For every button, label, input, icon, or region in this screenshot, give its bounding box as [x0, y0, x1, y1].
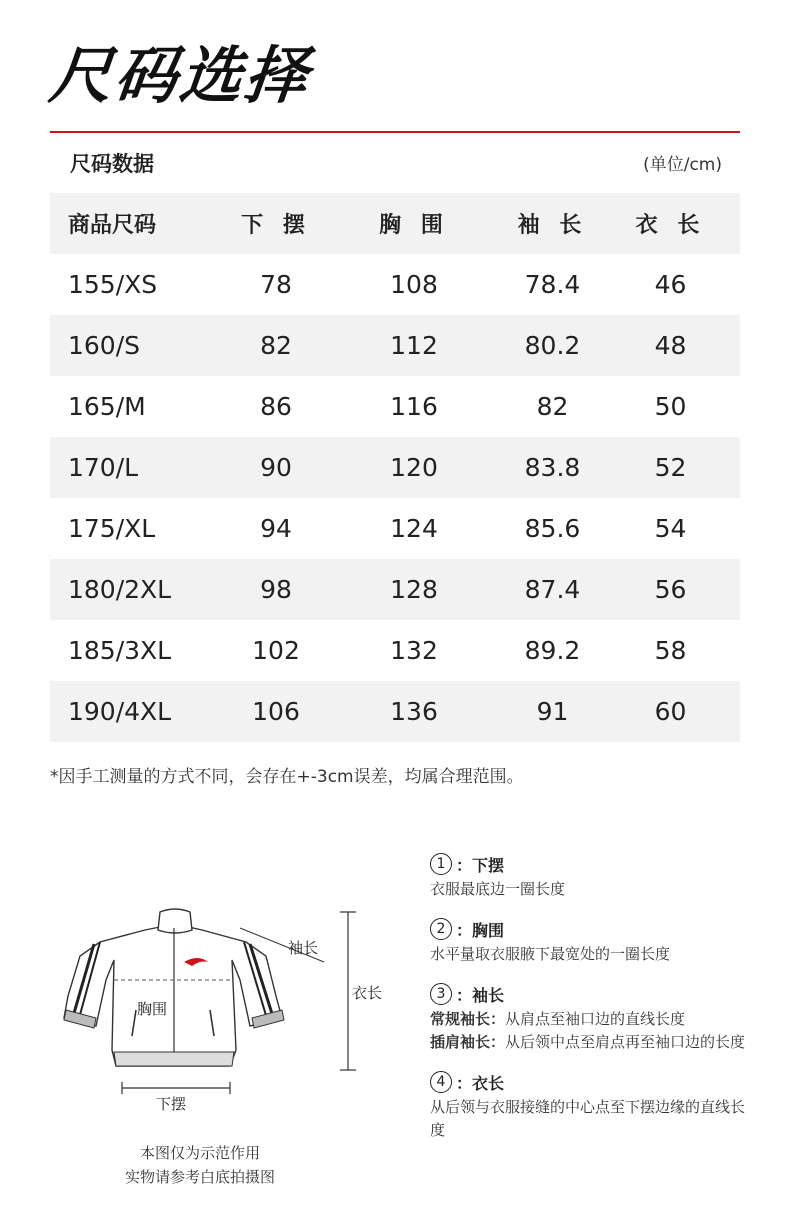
number-badge: 2: [430, 918, 452, 940]
table-cell: 190/4XL: [68, 697, 172, 726]
table-cell: 91: [536, 697, 569, 726]
table-cell: 180/2XL: [68, 575, 172, 604]
table-cell: 60: [654, 697, 687, 726]
measurement-note: *因手工测量的方式不同，会存在+-3cm误差，均属合理范围。: [50, 767, 524, 787]
definition-title: 下摆: [472, 855, 505, 875]
definition-sleeve: 3 ： 袖长 常规袖长： 从肩点至袖口边的直线长度 插肩袖长： 从后领中点至肩点再至袖口边的长度: [430, 980, 750, 1054]
hem-label: 下摆: [156, 1095, 187, 1113]
table-cell: 106: [252, 697, 300, 726]
table-cell: 56: [654, 575, 687, 604]
definition-text: 水平量取衣服腋下最宽处的一圈长度: [430, 945, 671, 963]
table-cell: 170/L: [68, 453, 139, 482]
table-cell: 132: [390, 636, 438, 665]
table-cell: 185/3XL: [68, 636, 172, 665]
sub-key: 插肩袖长：: [430, 1033, 506, 1051]
page-title: 尺码选择: [46, 39, 314, 112]
number-badge: 3: [430, 983, 452, 1005]
header-cell: 衣 长: [635, 213, 706, 238]
unit-label: (单位/cm): [643, 155, 722, 175]
definition-chest: 2 ： 胸围 水平量取衣服腋下最宽处的一圈长度: [430, 915, 750, 966]
table-cell: 89.2: [524, 636, 581, 665]
table-row: [50, 620, 740, 681]
definition-text: 从后领与衣服接缝的中心点至下摆边缘的直线长度: [430, 1098, 746, 1139]
header-cell: 袖 长: [517, 213, 588, 238]
sub-value: 从后领中点至肩点再至袖口边的长度: [505, 1033, 746, 1051]
table-row: [50, 498, 740, 559]
size-table: [50, 193, 740, 742]
table-cell: 175/XL: [68, 514, 156, 543]
table-row: [50, 681, 740, 742]
table-cell: 112: [390, 331, 438, 360]
table-cell: 128: [390, 575, 438, 604]
header-cell: 胸 围: [379, 213, 449, 238]
table-cell: 54: [654, 514, 687, 543]
table-cell: 120: [390, 453, 438, 482]
table-cell: 160/S: [68, 331, 141, 360]
table-cell: 46: [654, 270, 687, 299]
table-cell: 136: [390, 697, 438, 726]
table-cell: 108: [390, 270, 438, 299]
table-cell: 52: [654, 453, 687, 482]
table-cell: 87.4: [524, 575, 581, 604]
table-cell: 80.2: [524, 331, 581, 360]
number-badge: 1: [430, 853, 452, 875]
table-cell: 94: [260, 514, 292, 543]
table-cell: 155/XS: [68, 270, 158, 299]
table-cell: 82: [260, 331, 292, 360]
title-divider: [50, 131, 740, 133]
definition-title: 胸围: [472, 920, 505, 940]
table-cell: 86: [260, 392, 292, 421]
table-row: [50, 559, 740, 620]
definition-list: [430, 850, 750, 1156]
definition-length: 4 ： 衣长 从后领与衣服接缝的中心点至下摆边缘的直线长度: [430, 1068, 750, 1142]
table-header-row: [50, 193, 740, 254]
number-badge: 4: [430, 1071, 452, 1093]
table-cell: 116: [390, 392, 438, 421]
definition-text: 衣服最底边一圈长度: [430, 880, 566, 898]
table-cell: 102: [252, 636, 300, 665]
table-row: [50, 254, 740, 315]
table-cell: 124: [390, 514, 438, 543]
table-cell: 78.4: [524, 270, 581, 299]
sub-key: 常规袖长：: [430, 1010, 506, 1028]
table-cell: 165/M: [68, 392, 146, 421]
table-cell: 85.6: [524, 514, 581, 543]
caption-line2: 实物请参考白底拍摄图: [124, 1168, 275, 1186]
table-row: [50, 315, 740, 376]
definition-hem: 1 ： 下摆 衣服最底边一圈长度: [430, 850, 750, 901]
sleeve-raglan: [430, 1031, 750, 1054]
table-row: [50, 376, 740, 437]
sleeve-label: 袖长: [288, 939, 319, 957]
table-cell: 83.8: [524, 453, 581, 482]
table-cell: 78: [260, 270, 292, 299]
jacket-illustration: [60, 900, 383, 1120]
table-cell: 82: [536, 392, 569, 421]
sleeve-regular: [430, 1008, 750, 1031]
table-cell: 58: [654, 636, 687, 665]
chest-label: 胸围: [137, 1000, 168, 1018]
table-cell: 50: [654, 392, 687, 421]
table-cell: 48: [654, 331, 687, 360]
table-row: [50, 437, 740, 498]
definition-title: 袖长: [472, 985, 505, 1005]
header-cell: 下 摆: [241, 213, 311, 238]
length-label: 衣长: [352, 984, 383, 1002]
table-cell: 98: [260, 575, 292, 604]
table-cell: 90: [260, 453, 292, 482]
header-cell: 商品尺码: [68, 213, 157, 238]
definition-title: 衣长: [472, 1073, 505, 1093]
section-label: 尺码数据: [70, 152, 154, 176]
sub-value: 从肩点至袖口边的直线长度: [505, 1010, 686, 1028]
caption-line1: 本图仅为示范作用: [139, 1144, 260, 1162]
